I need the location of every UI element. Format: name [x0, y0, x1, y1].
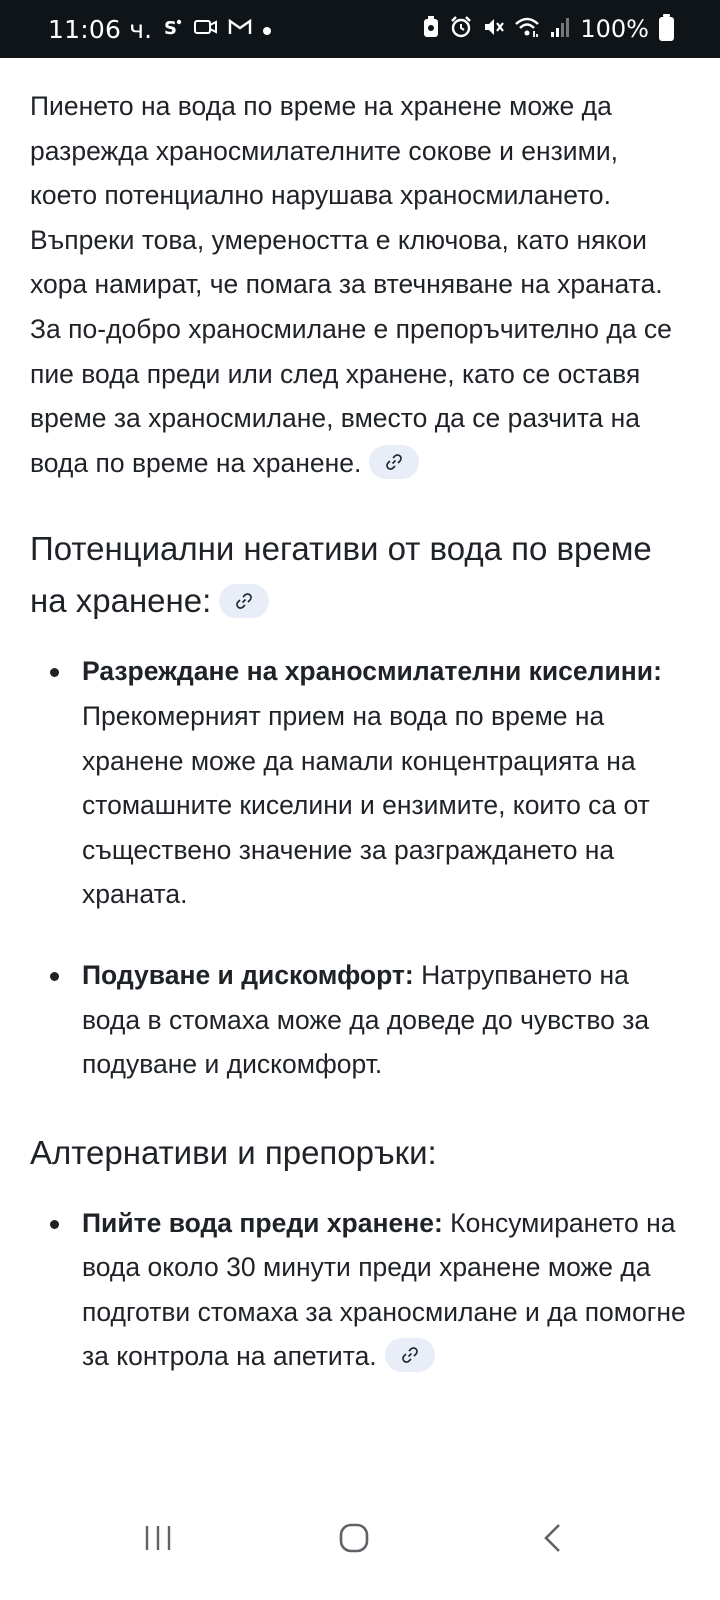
link-icon	[401, 1346, 419, 1364]
negatives-list	[30, 649, 690, 1086]
section-heading-negatives-text: Потенциални негативи от вода по време на хранене:	[30, 530, 652, 620]
navigation-bar	[0, 1478, 720, 1600]
back-button[interactable]	[512, 1508, 592, 1568]
alternatives-list	[30, 1201, 690, 1379]
mute-icon	[482, 16, 504, 43]
link-icon	[235, 592, 253, 610]
recents-icon	[143, 1524, 173, 1552]
list-item-text: Натрупването на вода в стомаха може да доведе до чувство за подуване и дискомфорт.	[82, 959, 650, 1080]
list-item	[30, 649, 690, 917]
list-item-title: Пийте вода преди хранене:	[82, 1207, 443, 1238]
list-item	[30, 953, 690, 1087]
source-link-chip[interactable]	[219, 584, 269, 618]
wifi-icon	[514, 16, 540, 43]
list-item	[30, 1201, 690, 1379]
list-item-text: Консумирането на вода около 30 минути преди хранене може да подготви стомаха за храносмилане и да помогне за контрола на апетита.	[82, 1207, 686, 1372]
battery-icon	[659, 17, 674, 41]
source-link-chip[interactable]	[369, 445, 419, 479]
list-item-title: Подуване и дискомфорт:	[82, 959, 414, 990]
battery-percent: 100%	[580, 15, 649, 43]
list-item-title: Разреждане на храносмилателни киселини:	[82, 656, 662, 687]
signal-icon	[550, 16, 570, 43]
back-icon	[541, 1522, 563, 1554]
link-icon	[385, 453, 403, 471]
intro-paragraph	[30, 84, 690, 485]
source-link-chip[interactable]	[385, 1338, 435, 1372]
section-heading-negatives	[30, 523, 690, 627]
intro-text: Пиенето на вода по време на хранене може да разрежда храносмилателните сокове и ензими, което потенциално нарушава храносмилането. Въпреки това, умереността е ключова, като някои хора намират, че помага за втечняване на храната. За по-добро храносмилане е препоръчително да се пие вода преди или след хранене, като се оставя време за храносмилане, вместо да се разчита на вода по време на хранене.	[30, 91, 672, 478]
status-right	[422, 15, 674, 43]
status-left	[48, 15, 272, 44]
battery-saver-icon	[422, 16, 440, 43]
status-time: 11:06 ч.	[48, 14, 153, 44]
svg-text:S: S	[164, 17, 178, 38]
answer-content	[30, 84, 690, 1415]
list-item-text: Прекомерният прием на вода по време на хранене може да намали концентрацията на стомашните киселини и ензимите, които са от съществено значение за разграждането на храната.	[82, 700, 650, 910]
alarm-icon	[450, 16, 472, 43]
home-button[interactable]	[314, 1508, 394, 1568]
status-bar	[0, 0, 720, 58]
dot-icon	[262, 17, 272, 41]
home-icon	[338, 1522, 370, 1554]
recents-button[interactable]	[118, 1508, 198, 1568]
section-heading-alternatives: Алтернативи и препоръки:	[30, 1133, 437, 1171]
video-icon	[194, 17, 218, 41]
gmail-icon	[228, 17, 252, 41]
sim-icon	[162, 16, 184, 43]
